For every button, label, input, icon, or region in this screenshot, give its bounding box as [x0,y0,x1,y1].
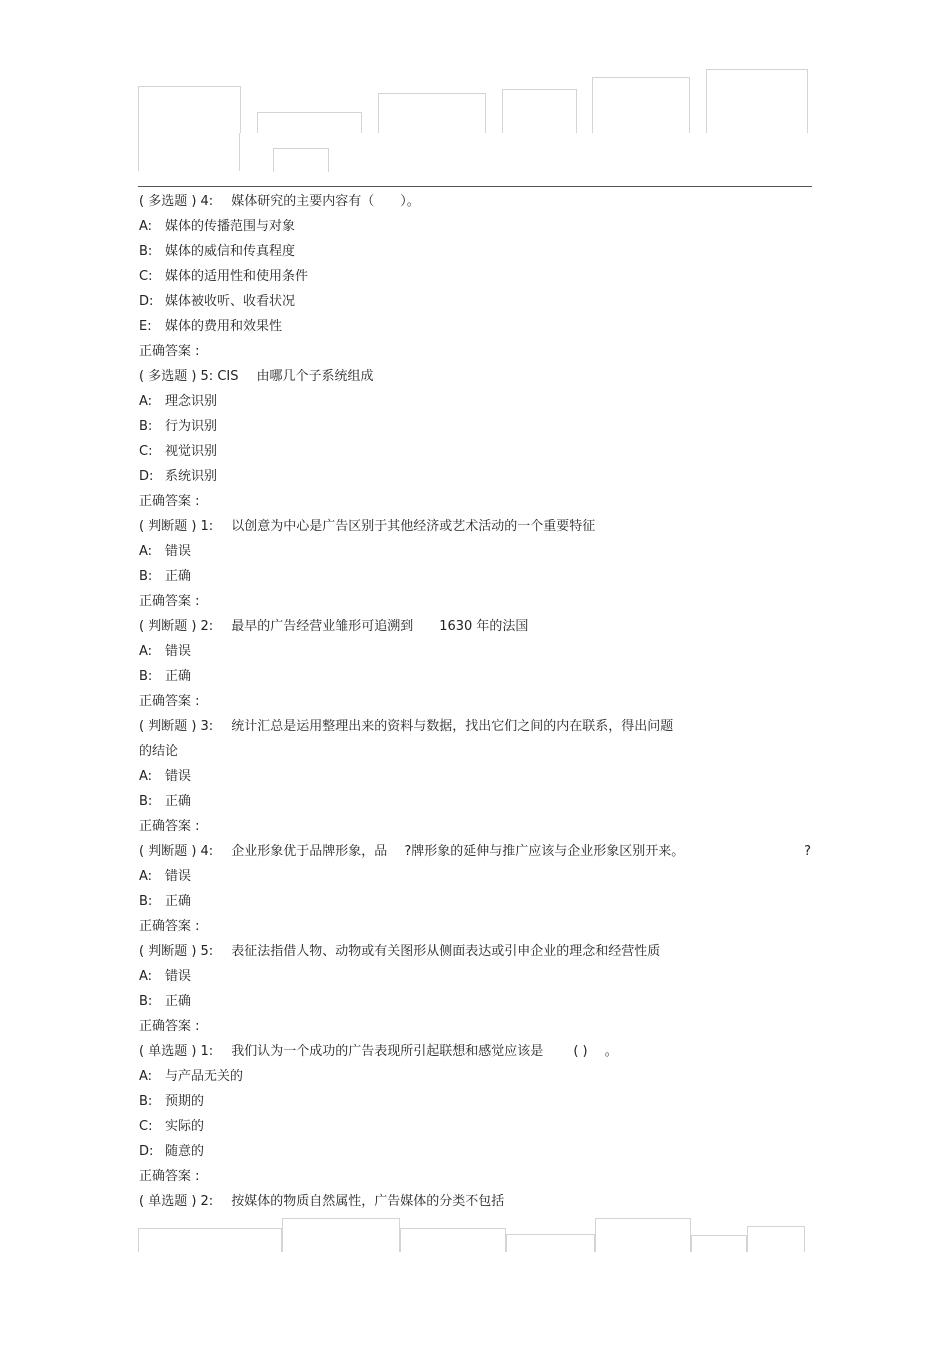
option-line [139,792,815,817]
option-key: A: [139,869,153,884]
option-key: A: [139,644,153,659]
answer-label [139,917,815,942]
option-key: A: [139,1069,153,1084]
header-decoration-box [706,69,808,133]
option-text: 错误 [165,644,192,659]
option-line [139,1067,815,1092]
option-key: B: [139,1094,153,1109]
option-text: 正确 [165,669,192,684]
question-line [139,717,815,742]
option-key: D: [139,469,154,484]
option-key: B: [139,419,153,434]
option-key: A: [139,219,153,234]
header-decoration-box [138,133,240,171]
option-key: C: [139,269,153,284]
option-text: 系统识别 [165,469,218,484]
answer-text: 正确答案 : [139,694,200,709]
footer-decoration-box [400,1228,506,1252]
header-decoration-box [273,148,329,172]
option-key: A: [139,969,153,984]
answer-label [139,492,815,517]
option-key: A: [139,394,153,409]
answer-text: 正确答案 : [139,819,200,834]
option-line [139,567,815,592]
question-line [139,192,815,217]
footer-decoration-box [138,1228,282,1252]
question-list [139,192,815,1217]
continuation-text: 的结论 [139,744,179,759]
question-type: ( 判断题 ) 5: [139,944,214,959]
question-type: ( 单选题 ) 1: [139,1044,214,1059]
option-line [139,867,815,892]
question-text: 表征法指借人物、动物或有关图形从侧面表达或引申企业的理念和经营性质 [231,944,661,959]
option-line [139,242,815,267]
option-text: 媒体的适用性和使用条件 [165,269,309,284]
option-key: D: [139,1144,154,1159]
question-line [139,517,815,542]
option-text: 理念识别 [165,394,218,409]
option-text: 媒体的威信和传真程度 [165,244,296,259]
option-text: 错误 [165,969,192,984]
question-type: ( 多选题 ) 4: [139,194,214,209]
option-key: C: [139,444,153,459]
option-line [139,892,815,917]
option-line [139,442,815,467]
option-text: 错误 [165,869,192,884]
option-line [139,1092,815,1117]
option-text: 错误 [165,544,192,559]
option-line [139,1117,815,1142]
option-line [139,542,815,567]
answer-text: 正确答案 : [139,919,200,934]
option-line [139,317,815,342]
answer-text: 正确答案 : [139,1019,200,1034]
question-text: 统计汇总是运用整理出来的资料与数据，找出它们之间的内在联系，得出问题 [231,719,674,734]
option-text: 正确 [165,569,192,584]
question-text: 以创意为中心是广告区别于其他经济或艺术活动的一个重要特征 [231,519,596,534]
answer-label [139,1167,815,1192]
question-type: ( 多选题 ) 5: CIS [139,369,239,384]
question-text: 最早的广告经营业雏形可追溯到 1630 年的法国 [231,619,529,634]
question-line [139,1192,815,1217]
question-type: ( 判断题 ) 2: [139,619,214,634]
option-key: B: [139,244,153,259]
option-line [139,217,815,242]
option-text: 错误 [165,769,192,784]
option-key: A: [139,544,153,559]
option-line [139,267,815,292]
footer-decoration-box [595,1218,691,1252]
answer-label [139,1017,815,1042]
answer-text: 正确答案 : [139,494,200,509]
option-line [139,767,815,792]
question-line [139,942,815,967]
header-decoration-box [257,112,362,133]
option-key: C: [139,1119,153,1134]
option-line [139,992,815,1017]
footer-decoration-box [506,1234,595,1252]
option-key: D: [139,294,154,309]
question-line [139,367,815,392]
answer-label [139,692,815,717]
option-text: 媒体的传播范围与对象 [165,219,296,234]
question-type: ( 判断题 ) 3: [139,719,214,734]
answer-text: 正确答案 : [139,344,200,359]
header-decoration-box [502,89,577,133]
question-text: 按媒体的物质自然属性，广告媒体的分类不包括 [231,1194,505,1209]
question-line [139,1042,815,1067]
question-type: ( 判断题 ) 1: [139,519,214,534]
option-text: 视觉识别 [165,444,218,459]
header-decoration-box [138,86,241,133]
option-line [139,292,815,317]
option-key: A: [139,769,153,784]
question-text: 企业形象优于品牌形象，品 ?牌形象的延伸与推广应该与企业形象区别开来。 [231,844,685,859]
option-text: 媒体被收听、收看状况 [165,294,296,309]
option-line [139,467,815,492]
question-type: ( 单选题 ) 2: [139,1194,214,1209]
answer-label [139,342,815,367]
option-text: 随意的 [165,1144,205,1159]
answer-text: 正确答案 : [139,594,200,609]
option-line [139,1142,815,1167]
question-text: 媒体研究的主要内容有（ ）。 [231,194,420,209]
question-type: ( 判断题 ) 4: [139,844,214,859]
option-text: 行为识别 [165,419,218,434]
header-rule [138,186,812,187]
option-key: B: [139,994,153,1009]
footer-decoration-box [282,1218,400,1252]
option-text: 实际的 [165,1119,205,1134]
option-line [139,392,815,417]
header-decoration-box [592,77,690,133]
question-text: 我们认为一个成功的广告表现所引起联想和感觉应该是 ( ) 。 [231,1044,618,1059]
option-text: 预期的 [165,1094,205,1109]
option-key: B: [139,569,153,584]
answer-text: 正确答案 : [139,1169,200,1184]
option-text: 正确 [165,894,192,909]
option-text: 媒体的费用和效果性 [165,319,283,334]
footer-decoration-box [747,1226,805,1252]
option-line [139,967,815,992]
header-decoration-box [378,93,486,133]
option-key: B: [139,894,153,909]
option-text: 正确 [165,794,192,809]
question-text: 由哪几个子系统组成 [256,369,374,384]
option-key: B: [139,794,153,809]
option-key: E: [139,319,152,334]
question-line [139,842,815,867]
footer-decoration-box [691,1235,747,1252]
option-key: B: [139,669,153,684]
answer-label [139,817,815,842]
option-text: 正确 [165,994,192,1009]
question-tail: ? [804,844,811,859]
option-line [139,667,815,692]
question-line [139,617,815,642]
question-continuation [139,742,815,767]
option-text: 与产品无关的 [165,1069,244,1084]
answer-label [139,592,815,617]
option-line [139,417,815,442]
option-line [139,642,815,667]
